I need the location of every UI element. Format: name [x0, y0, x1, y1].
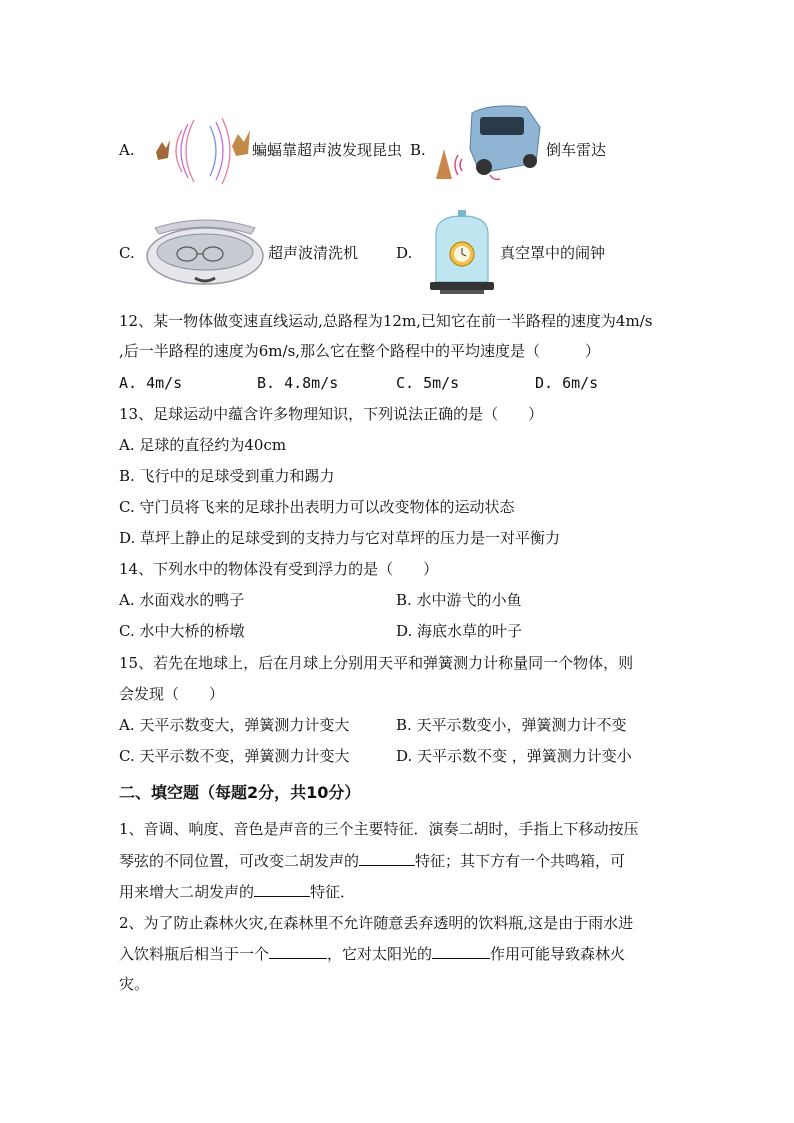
fill1-blank-2[interactable]	[254, 882, 310, 897]
section-heading: 二、填空题（每题2分，共10分）	[119, 783, 361, 802]
fill2-line2	[119, 944, 625, 964]
fill1-text-a: 琴弦的不同位置，可改变二胡发声的	[119, 852, 360, 870]
q13-option-d: D. 草坪上静止的足球受到的支持力与它对草坪的压力是一对平衡力	[119, 529, 561, 547]
option-a-text: 蝙蝠靠超声波发现昆虫	[252, 141, 403, 159]
insect-icon	[232, 130, 250, 156]
ultrasonic-cleaner-image	[143, 212, 267, 288]
fill2-blank-1[interactable]	[269, 944, 327, 959]
option-c-text: 超声波清洗机	[268, 244, 359, 262]
q15-option-d: D. 天平示数不变 ，弹簧测力计变小	[396, 747, 632, 765]
reversing-radar-image	[434, 103, 546, 185]
q14-option-d: D. 海底水草的叶子	[396, 622, 523, 640]
q15-stem-line2: 会发现（ ）	[119, 685, 225, 703]
q12-option-c: C. 5m/s	[396, 374, 460, 392]
option-d-text: 真空罩中的闹钟	[500, 244, 606, 262]
bat-ultrasound-image	[152, 112, 252, 190]
q15-stem-line1: 15、若先在地球上，后在月球上分别用天平和弹簧测力计称量同一个物体，则	[119, 654, 634, 672]
q14-option-a: A. 水面戏水的鸭子	[119, 591, 245, 609]
q13-option-c: C. 守门员将飞来的足球扑出表明力可以改变物体的运动状态	[119, 498, 515, 516]
q12-option-b: B. 4.8m/s	[257, 374, 339, 392]
fill1-line2	[119, 851, 625, 871]
fill1-text-c: 用来增大二胡发声的	[119, 883, 255, 901]
q13-option-b: B. 飞行中的足球受到重力和踢力	[119, 467, 335, 485]
fill2-line1: 2、为了防止森林火灾,在森林里不允许随意丢弃透明的饮料瓶,这是由于雨水进	[119, 914, 634, 932]
fill2-text-a: 入饮料瓶后相当于一个	[119, 945, 270, 963]
q14-stem: 14、下列水中的物体没有受到浮力的是（ ）	[119, 560, 439, 578]
fill1-line3	[119, 882, 355, 902]
fill1-blank-1[interactable]	[359, 851, 415, 866]
fill1-text-b: 特征；其下方有一个共鸣箱，可	[415, 852, 626, 870]
q14-option-c: C. 水中大桥的桥墩	[119, 622, 245, 640]
q12-option-a: A. 4m/s	[119, 374, 183, 392]
option-c-letter: C.	[119, 244, 135, 262]
q15-option-a: A. 天平示数变大，弹簧测力计变大	[119, 716, 350, 734]
option-a-letter: A.	[119, 141, 135, 159]
bell-jar-alarm-clock-image	[426, 208, 498, 296]
q12-option-d: D. 6m/s	[535, 374, 599, 392]
fill2-text-c: 作用可能导致森林火	[490, 945, 626, 963]
q15-option-b: B. 天平示数变小，弹簧测力计不变	[396, 716, 627, 734]
q13-option-a: A. 足球的直径约为40cm	[119, 436, 287, 454]
option-b-text: 倒车雷达	[546, 141, 607, 159]
traffic-cone-icon	[436, 149, 452, 179]
q14-option-b: B. 水中游弋的小鱼	[396, 591, 522, 609]
q15-option-c: C. 天平示数不变，弹簧测力计变大	[119, 747, 350, 765]
fill2-blank-2[interactable]	[432, 944, 490, 959]
q13-stem: 13、足球运动中蕴含许多物理知识，下列说法正确的是（ ）	[119, 405, 544, 423]
q12-stem-line2: ,后一半路程的速度为6m/s,那么它在整个路程中的平均速度是（ ）	[119, 342, 601, 360]
fill1-line1: 1、音调、响度、音色是声音的三个主要特征．演奏二胡时，手指上下移动按压	[119, 820, 639, 838]
fill1-text-d: 特征．	[310, 883, 356, 901]
option-d-letter: D.	[396, 244, 413, 262]
option-b-letter: B.	[410, 141, 426, 159]
bat-icon	[156, 140, 170, 160]
q12-stem-line1: 12、某一物体做变速直线运动,总路程为12m,已知它在前一半路程的速度为4m/s	[119, 312, 653, 330]
fill2-line3: 灾。	[119, 975, 150, 993]
fill2-text-b: ，它对太阳光的	[327, 945, 433, 963]
